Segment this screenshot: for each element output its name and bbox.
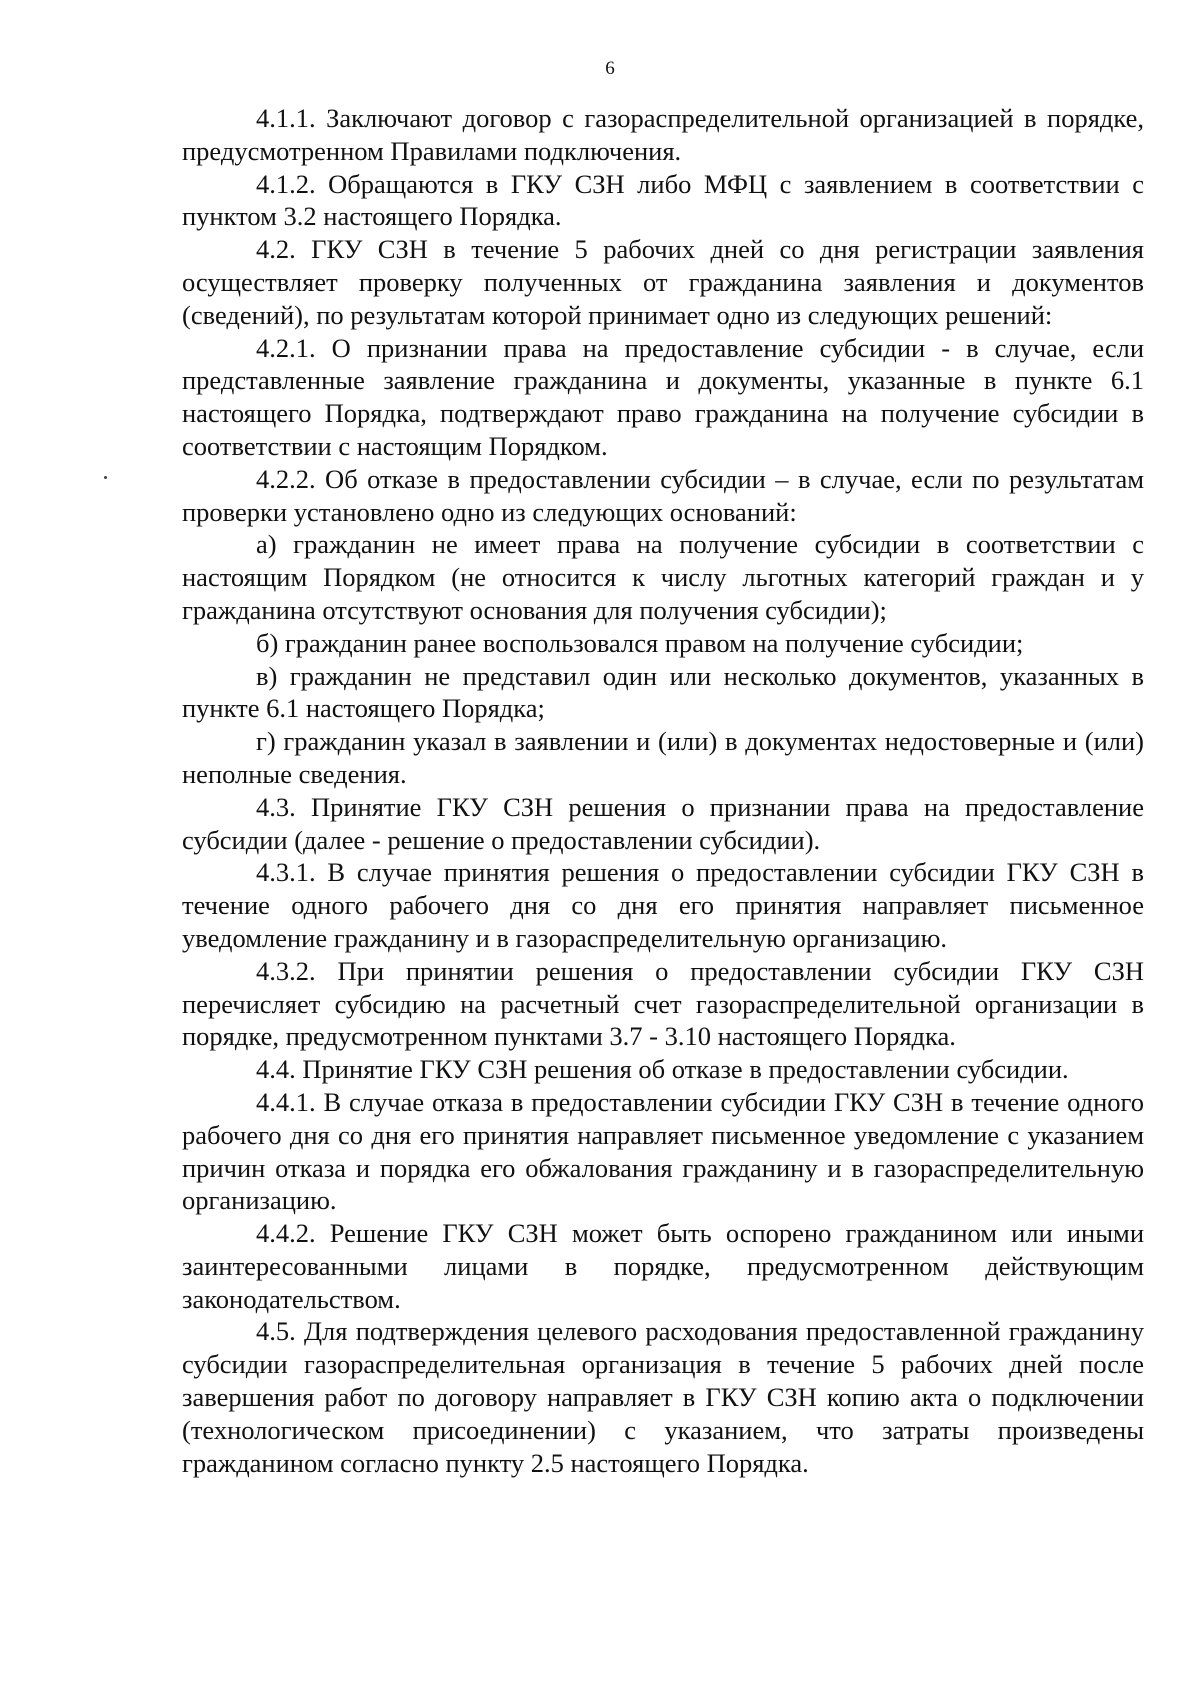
paragraph-item-a: а) гражданин не имеет права на получение субсидии в соответствии с настоящим Порядком (не относится к числу льготных категорий граждан и у гражданина отсутствуют основания для получения субсидии);	[182, 529, 1144, 625]
paragraph-4-4: 4.4. Принятие ГКУ СЗН решения об отказе в предоставлении субсидии.	[256, 1054, 1069, 1085]
paragraph-4-1-1: 4.1.1. Заключают договор с газораспределительной организацией в порядке, предусмотренном Правилами подключения.	[182, 103, 1144, 166]
paragraph-4-2-2: 4.2.2. Об отказе в предоставлении субсидии – в случае, если по результатам проверки установлено одно из следующих оснований:	[182, 463, 1144, 527]
paragraph-4-4-1: 4.4.1. В случае отказа в предоставлении субсидии ГКУ СЗН в течение одного рабочего дня со дня его принятия направляет письменное уведомление с указанием причин отказа и порядка его обжалования гражданину и в газораспределительную организацию.	[182, 1086, 1144, 1216]
document-body	[182, 102, 1144, 1479]
paragraph-4-4-2: 4.4.2. Решение ГКУ СЗН может быть оспорено гражданином или иными заинтересованными лицами в порядке, предусмотренном действующим законодательством.	[182, 1218, 1144, 1314]
paragraph-4-1-2: 4.1.2. Обращаются в ГКУ СЗН либо МФЦ с заявлением в соответствии с пунктом 3.2 настоящего Порядка.	[182, 168, 1144, 232]
paragraph-4-2-1: 4.2.1. О признании права на предоставление субсидии - в случае, если представленные заявление гражданина и документы, указанные в пункте 6.1 настоящего Порядка, подтверждают право гражданина на получение субсидии в соответствии с настоящим Порядком.	[182, 332, 1144, 461]
paragraph-4-2: 4.2. ГКУ СЗН в течение 5 рабочих дней со дня регистрации заявления осуществляет проверку полученных от гражданина заявления и документов (сведений), по результатам которой принимает одно из следующих решений:	[182, 234, 1144, 330]
page-number: 6	[605, 58, 615, 79]
paragraph-4-3: 4.3. Принятие ГКУ СЗН решения о признании права на предоставление субсидии (далее - решение о предоставлении субсидии).	[182, 791, 1144, 855]
paragraph-4-3-2: 4.3.2. При принятии решения о предоставлении субсидии ГКУ СЗН перечисляет субсидию на расчетный счет газораспределительной организации в порядке, предусмотренном пунктами 3.7 - 3.10 настоящего Порядка.	[182, 955, 1144, 1052]
paragraph-item-v: в) гражданин не представил один или несколько документов, указанных в пункте 6.1 настоящего Порядка;	[182, 660, 1144, 724]
paragraph-item-g: г) гражданин указал в заявлении и (или) в документах недостоверные и (или) неполные сведения.	[182, 726, 1144, 789]
paragraph-item-b: б) гражданин ранее воспользовался правом на получение субсидии;	[256, 627, 1024, 658]
paragraph-4-5: 4.5. Для подтверждения целевого расходования предоставленной гражданину субсидии газораспределительная организация в течение 5 рабочих дней после завершения работ по договору направляет в ГКУ СЗН копию акта о подключении (технологическом присоединении) с указанием, что затраты произведены гражданином согласно пункту 2.5 настоящего Порядка.	[182, 1316, 1144, 1478]
paragraph-4-3-1: 4.3.1. В случае принятия решения о предоставлении субсидии ГКУ СЗН в течение одного рабочего дня со дня его принятия направляет письменное уведомление гражданину и в газораспределительную организацию.	[182, 857, 1144, 953]
scan-dot-mark	[104, 476, 107, 479]
